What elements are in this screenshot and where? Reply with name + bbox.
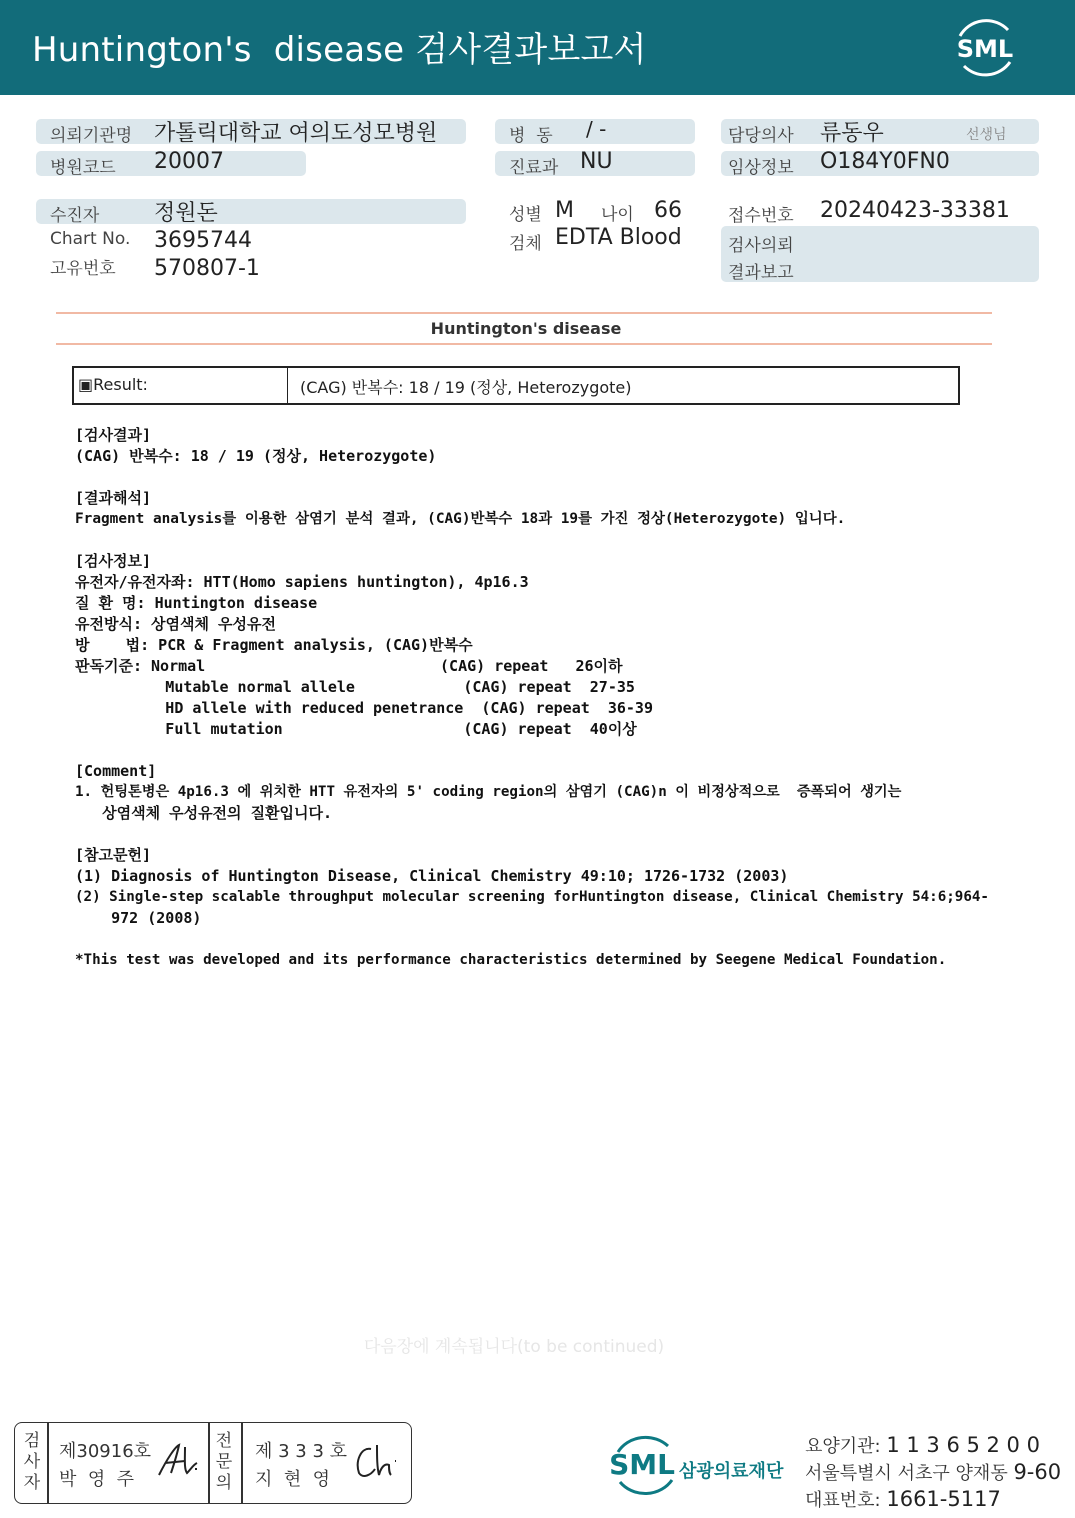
request-label: 검사의뢰 xyxy=(728,236,794,256)
sml-footer-logo-icon xyxy=(606,1432,686,1498)
report-line: [결과해석] xyxy=(75,489,152,507)
sex-label: 성별 xyxy=(509,205,542,225)
age-value: 66 xyxy=(654,198,682,223)
signature-box xyxy=(14,1422,412,1504)
section-rule-top xyxy=(56,312,992,314)
report-line: 질 환 명: Huntington disease xyxy=(75,594,318,612)
doctor-value: 류동우 xyxy=(820,121,884,146)
specimen-value: EDTA Blood xyxy=(555,225,682,250)
report-label: 결과보고 xyxy=(728,263,794,283)
age-label: 나이 xyxy=(601,205,634,225)
ward-value: / - xyxy=(586,117,607,141)
care-value: 1 1 3 6 5 2 0 0 xyxy=(886,1433,1040,1457)
specialist-signature-icon xyxy=(351,1439,401,1483)
signature-divider xyxy=(241,1423,243,1503)
specialist-name: 지 현 영 xyxy=(255,1469,331,1490)
patient-value: 정원돈 xyxy=(154,201,218,226)
report-line: *This test was developed and its performance characteristics determined by Seegene Medical Foundation. xyxy=(75,952,947,968)
footer-address-line xyxy=(805,1459,1061,1485)
specialist-license: 제 3 3 3 호 xyxy=(255,1441,348,1462)
hospital-code-label: 병원코드 xyxy=(50,158,116,178)
result-table xyxy=(72,366,960,405)
footer-logo-text: SML xyxy=(609,1448,675,1481)
specimen-label: 검체 xyxy=(509,234,542,254)
unique-label: 고유번호 xyxy=(50,259,116,279)
result-value: (CAG) 반복수: 18 / 19 (정상, Heterozygote) xyxy=(300,378,632,397)
report-line: (CAG) 반복수: 18 / 19 (정상, Heterozygote) xyxy=(75,447,437,465)
footer-care-line xyxy=(805,1432,1040,1458)
sml-logo-icon xyxy=(950,14,1020,80)
address-label: 서울특별시 서초구 양재동 xyxy=(805,1463,1014,1484)
report-line: Full mutation (CAG) repeat 40이상 xyxy=(75,720,637,738)
receipt-label: 접수번호 xyxy=(728,206,794,226)
logo-text: SML xyxy=(956,35,1014,63)
report-line: 방 법: PCR & Fragment analysis, (CAG)반복수 xyxy=(75,636,473,654)
department-value: NU xyxy=(580,149,613,174)
report-line: [Comment] xyxy=(75,762,157,780)
report-line: Fragment analysis를 이용한 삼염기 분석 결과, (CAG)반복수 18과 19를 가진 정상(Heterozygote) 입니다. xyxy=(75,511,846,527)
chart-label: Chart No. xyxy=(50,229,131,249)
department-label: 진료과 xyxy=(509,158,559,178)
receipt-value: 20240423-33381 xyxy=(820,198,1010,223)
footer-org-name: 삼광의료재단 xyxy=(679,1461,784,1482)
section-rule-bottom xyxy=(56,343,992,345)
signature-divider xyxy=(47,1423,49,1503)
care-label: 요양기관: xyxy=(805,1436,887,1457)
doctor-label: 담당의사 xyxy=(728,126,794,146)
sex-value: M xyxy=(555,198,574,223)
result-label-cell xyxy=(74,368,288,403)
report-line: [검사결과] xyxy=(75,426,152,444)
report-line: 판독기준: Normal (CAG) repeat 26이하 xyxy=(75,657,623,675)
patient-label: 수진자 xyxy=(50,206,100,226)
report-line: HD allele with reduced penetrance (CAG) repeat 36-39 xyxy=(75,699,653,717)
unique-value: 570807-1 xyxy=(154,256,260,281)
institution-label: 의뢰기관명 xyxy=(50,126,133,146)
institution-value: 가톨릭대학교 여의도성모병원 xyxy=(154,121,438,146)
report-line: [검사정보] xyxy=(75,552,152,570)
report-line: [참고문헌] xyxy=(75,846,152,864)
report-line: 유전방식: 상염색체 우성유전 xyxy=(75,615,276,633)
patient-pill xyxy=(36,199,466,224)
address-value: 9-60 xyxy=(1013,1460,1062,1484)
report-line: 상염색체 우성유전의 질환입니다. xyxy=(75,804,333,822)
clinical-value: O184Y0FN0 xyxy=(820,149,950,174)
report-line: 유전자/유전자좌: HTT(Homo sapiens huntington), 4p16.3 xyxy=(75,573,529,591)
phone-label: 대표번호: xyxy=(805,1490,887,1511)
footer-phone-line xyxy=(805,1486,1001,1512)
report-line: 1. 헌팅톤병은 4p16.3 에 위치한 HTT 유전자의 5' coding region의 삼염기 (CAG)n 이 비정상적으로 증폭되어 생기는 xyxy=(75,784,902,800)
signature-divider xyxy=(208,1423,210,1503)
report-title: Huntington's disease 검사결과보고서 xyxy=(32,30,647,70)
doctor-suffix: 선생님 xyxy=(966,127,1007,143)
examiner-signature-icon xyxy=(155,1439,205,1483)
continued-note: 다음장에 계속됩니다(to be continued) xyxy=(363,1337,665,1357)
result-label: ▣Result: xyxy=(78,375,148,394)
phone-value: 1661-5117 xyxy=(886,1487,1001,1511)
examiner-label: 검 사 자 xyxy=(23,1431,41,1493)
clinical-label: 임상정보 xyxy=(728,158,794,178)
specialist-label: 전 문 의 xyxy=(215,1431,233,1493)
ward-label: 병 동 xyxy=(509,126,553,146)
section-title: Huntington's disease xyxy=(430,319,622,338)
chart-value: 3695744 xyxy=(154,228,252,253)
report-line: Mutable normal allele (CAG) repeat 27-35 xyxy=(75,678,635,696)
examiner-license: 제30916호 xyxy=(59,1441,152,1462)
hospital-code-value: 20007 xyxy=(154,149,224,174)
report-line: 972 (2008) xyxy=(75,909,202,927)
report-line: (1) Diagnosis of Huntington Disease, Clinical Chemistry 49:10; 1726-1732 (2003) xyxy=(75,867,789,885)
report-line: (2) Single-step scalable throughput molecular screening forHuntington disease, Clinical Chemistry 54:6;964- xyxy=(75,889,989,905)
examiner-name: 박 영 주 xyxy=(59,1469,135,1490)
